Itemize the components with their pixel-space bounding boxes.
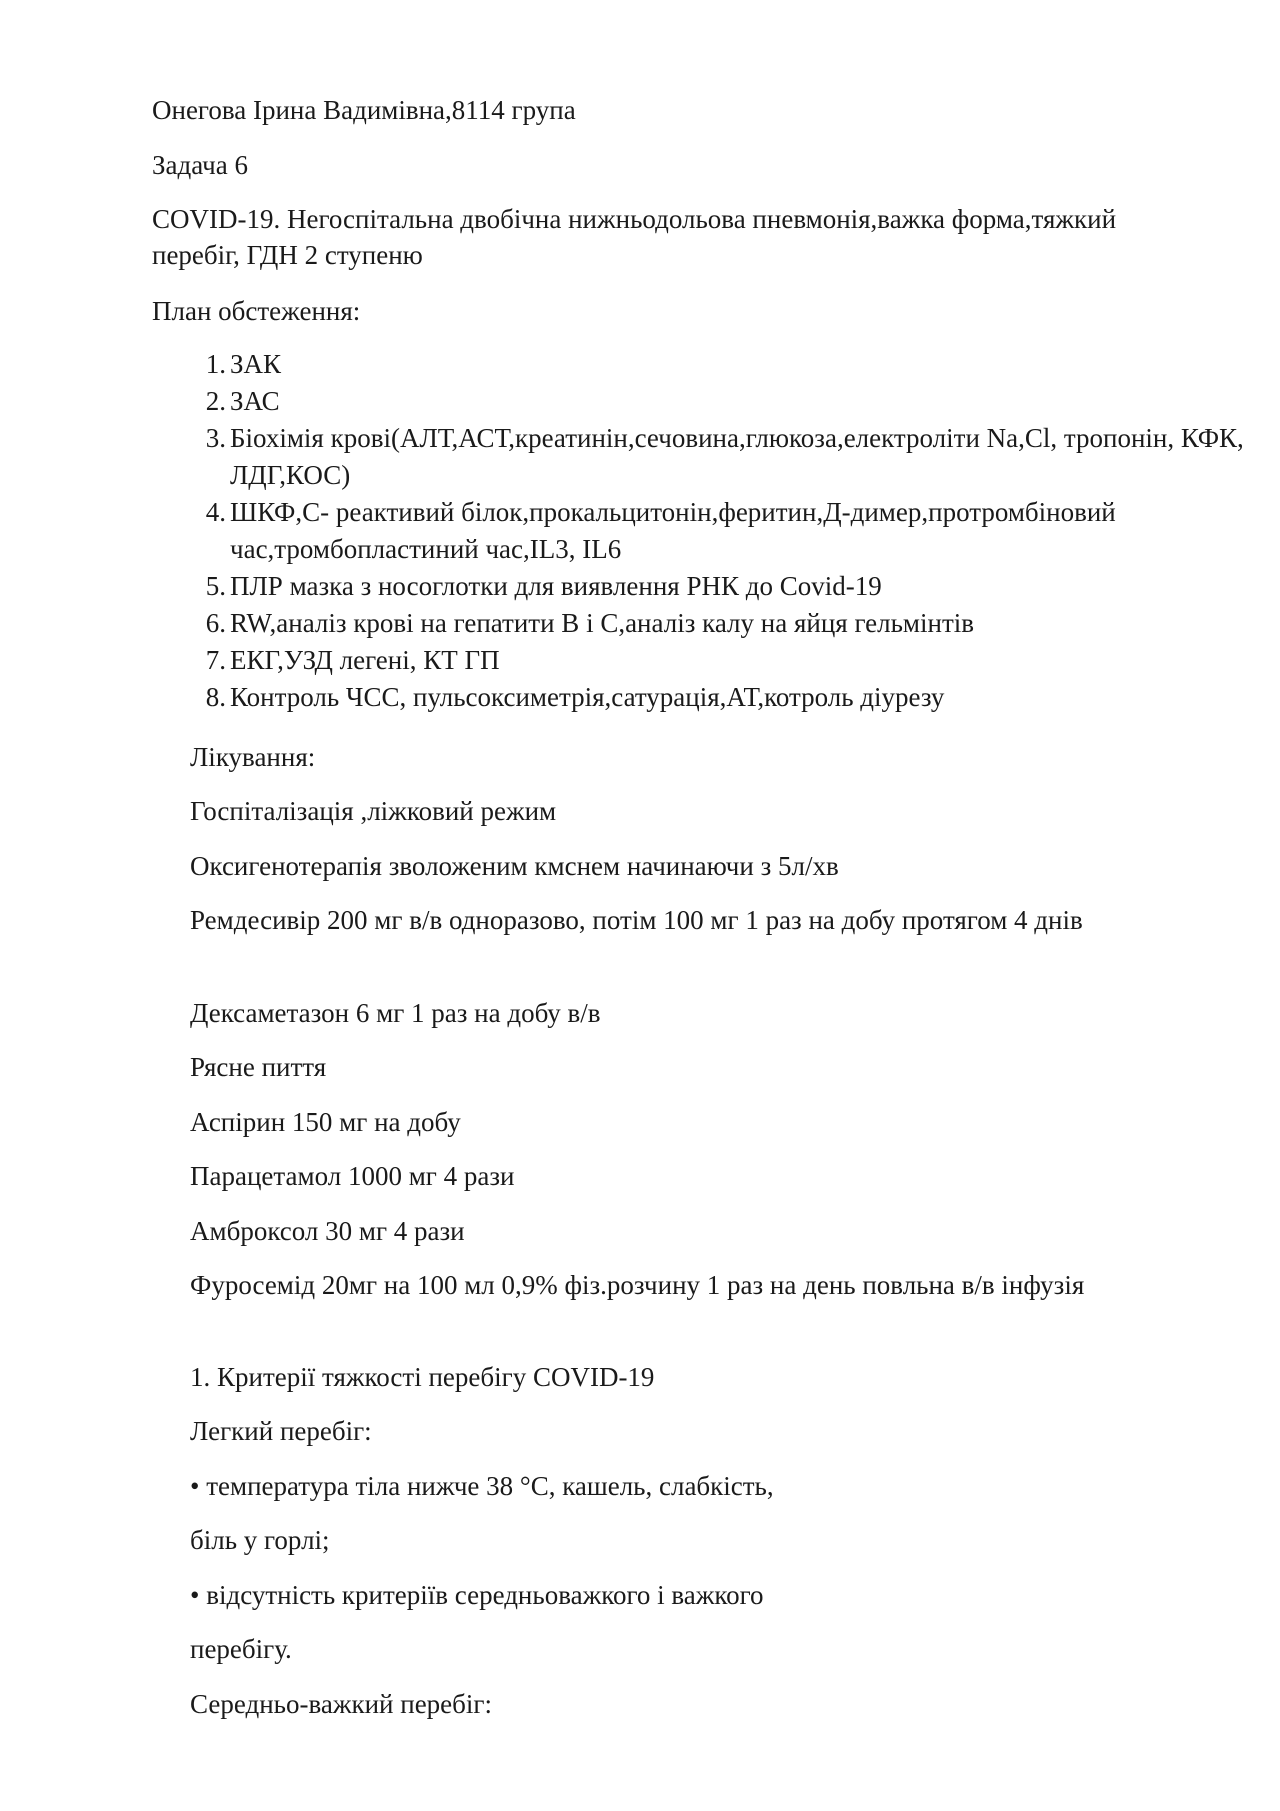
author-line: Онегова Ірина Вадимівна,8114 група — [152, 95, 576, 125]
list-item-number: 8. — [205, 682, 226, 712]
list-item — [205, 568, 1260, 605]
criteria-line: біль у горлі; — [190, 1525, 330, 1555]
list-item — [205, 679, 1260, 716]
list-item-text: ШКФ,С- реактивий білок,прокальцитонін,феритин,Д-димер,протромбіновий час,тромбопластиний час,IL3, IL6 — [230, 497, 1116, 564]
list-item — [205, 605, 1260, 642]
list-item-number: 6. — [205, 608, 226, 638]
list-item-text: ЕКГ,УЗД легені, КТ ГП — [230, 645, 500, 675]
treatment-line: Рясне пиття — [190, 1052, 327, 1082]
list-item-number: 4. — [205, 497, 226, 527]
list-item — [205, 383, 1260, 420]
treatment-line: Фуросемід 20мг на 100 мл 0,9% фіз.розчину 1 раз на день повльна в/в інфузія — [190, 1270, 1085, 1300]
list-item-text: Біохімія крові(АЛТ,АСТ,креатинін,сечовина,глюкоза,електроліти Na,Cl, тропонін, КФК, ЛДГ,КОС) — [230, 423, 1244, 490]
list-item-number: 3. — [205, 423, 226, 453]
list-item-number: 2. — [205, 386, 226, 416]
treatment-line: Парацетамол 1000 мг 4 рази — [190, 1161, 515, 1191]
list-item — [205, 642, 1260, 679]
list-item-number: 1. — [205, 349, 226, 379]
criteria-line: • температура тіла нижче 38 °С, кашель, слабкість, — [190, 1471, 774, 1501]
treatment-line: Ремдесивір 200 мг в/в одноразово, потім 100 мг 1 раз на добу протягом 4 днів — [190, 905, 1083, 935]
list-item — [205, 346, 1260, 383]
list-item — [205, 420, 1260, 494]
criteria-line: Середньо-важкий перебіг: — [190, 1689, 492, 1719]
list-item-number: 7. — [205, 645, 226, 675]
treatment-line: Дексаметазон 6 мг 1 раз на добу в/в — [190, 998, 601, 1028]
criteria-line: • відсутність критеріїв середньоважкого і важкого — [190, 1580, 764, 1610]
criteria-title: 1. Критерії тяжкості перебігу COVID-19 — [190, 1362, 655, 1392]
examination-plan-list — [152, 346, 1260, 716]
plan-title: План обстеження: — [152, 296, 361, 326]
treatment-title: Лікування: — [190, 742, 316, 772]
list-item-text: ПЛР мазка з носоглотки для виявлення РНК до Covid-19 — [230, 571, 882, 601]
list-item-text: RW,аналіз крові на гепатити В і С,аналіз калу на яйця гельмінтів — [230, 608, 975, 638]
list-item — [205, 494, 1260, 568]
list-item-text: Контроль ЧСС, пульсоксиметрія,сатурація,АТ,котроль діурезу — [230, 682, 945, 712]
task-number: Задача 6 — [152, 150, 248, 180]
treatment-line: Аспірин 150 мг на добу — [190, 1107, 461, 1137]
treatment-line: Госпіталізація ,ліжковий режим — [190, 796, 557, 826]
diagnosis: COVID-19. Негоспітальна двобічна нижньодольова пневмонія,важка форма,тяжкий перебіг, ГДН 2 ступеню — [152, 204, 1117, 270]
list-item-number: 5. — [205, 571, 226, 601]
criteria-line: перебігу. — [190, 1634, 292, 1664]
treatment-line: Оксигенотерапія зволоженим кмснем начинаючи з 5л/хв — [190, 851, 839, 881]
list-item-text: ЗАК — [230, 349, 282, 379]
list-item-text: ЗАС — [230, 386, 280, 416]
criteria-line: Легкий перебіг: — [190, 1416, 372, 1446]
treatment-line: Амброксол 30 мг 4 рази — [190, 1216, 465, 1246]
